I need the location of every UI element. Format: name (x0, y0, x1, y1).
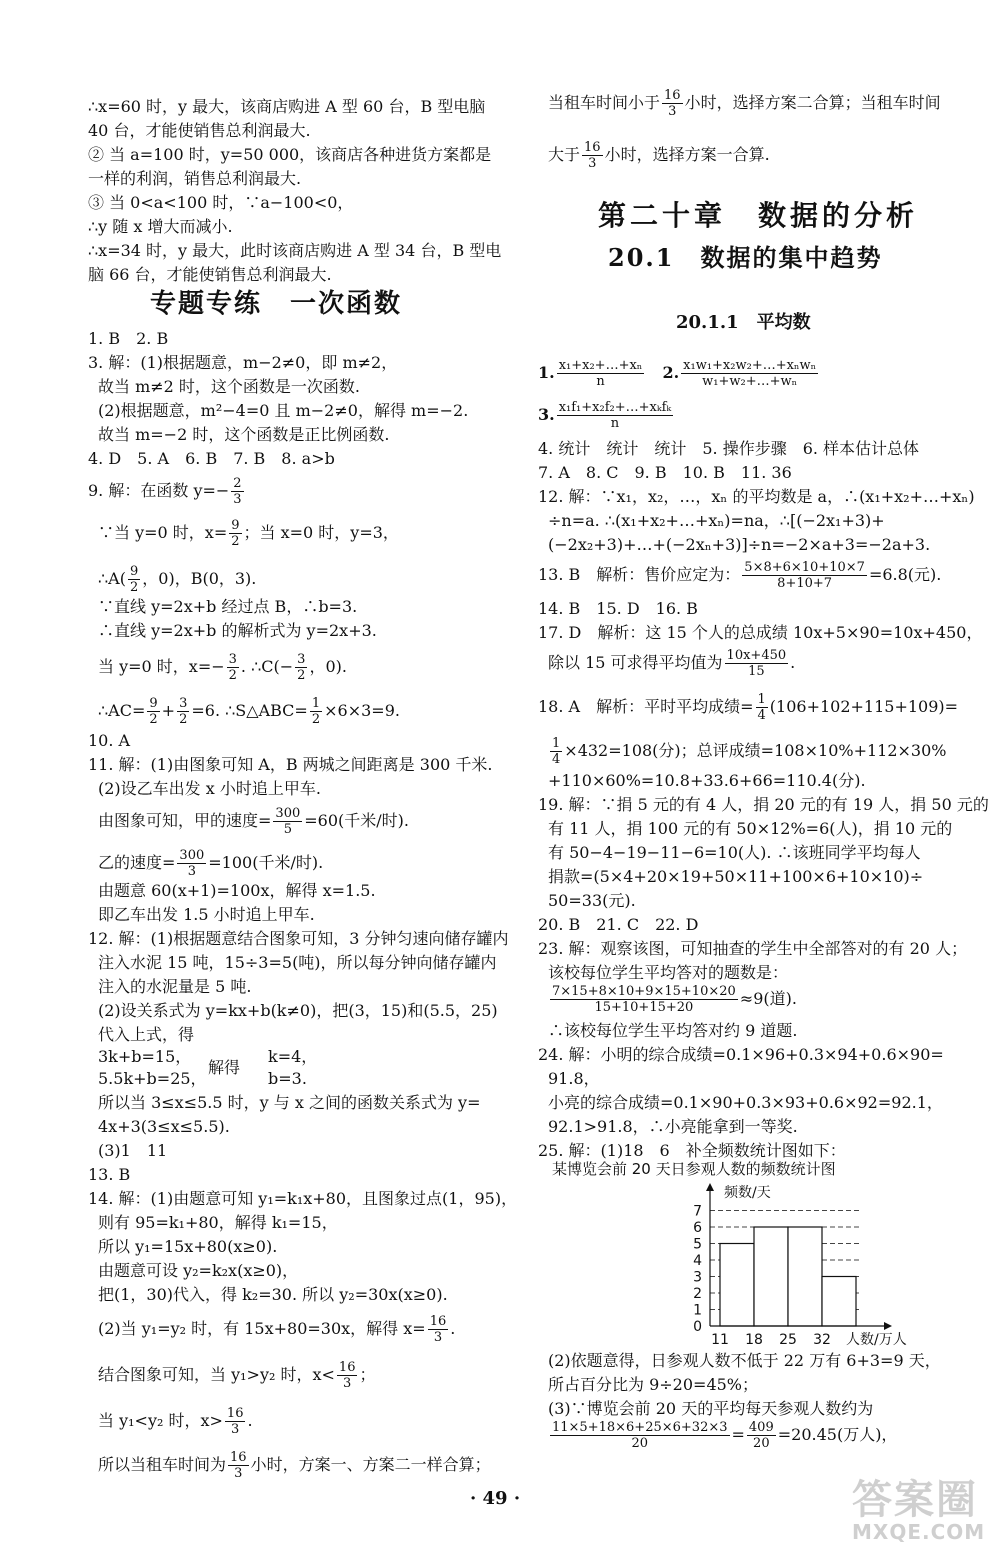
fraction: $\frac{16}{3}$ (338, 1360, 356, 1391)
page-number: · 49 · (470, 1488, 521, 1509)
text-line: 一样的利润，销售总利润最大. (88, 169, 302, 188)
text: =6.8(元). (868, 565, 942, 584)
answer-line: 则有 95=k₁+80，解得 k₁=15， (98, 1213, 338, 1232)
answer-line: 11. 解：(1)由图象可知 A，B 两城之间距离是 300 千米. (88, 755, 493, 774)
answer-line: 7. A 8. C 9. B 10. B 11. 36 (538, 463, 792, 482)
answer-line: 所占百分比为 9÷20=45%； (548, 1375, 759, 1394)
y-tick-label: 3 (693, 1269, 702, 1286)
answer-line: ∴直线 y=2x+b 的解析式为 y=2x+3. (98, 621, 377, 640)
answer-line: 捐款=(5×4+20×19+50×11+100×6+10×10)÷ (548, 867, 924, 886)
answer-line: 12. 解：∵x₁，x₂，…，xₙ 的平均数是 a，∴(x₁+x₂+…+xₙ) (538, 487, 975, 506)
text: 乙的速度= (98, 853, 176, 872)
answer-line (538, 692, 958, 723)
chart-title: 某博览会前 20 天日参观人数的频数统计图 (552, 1160, 836, 1178)
fraction: $\frac{3}{2}$ (297, 652, 306, 683)
answer-line (538, 736, 947, 767)
text-line: 40 台，才能使销售总利润最大. (88, 121, 311, 140)
fraction: $\frac{1}{4}$ (552, 736, 561, 767)
y-tick-label: 1 (693, 1302, 702, 1319)
text: 1. (538, 363, 555, 382)
text: . ∴C(− (240, 657, 294, 676)
watermark-text: 答案圈 (852, 1477, 978, 1523)
answer-line: 91.8， (548, 1069, 600, 1088)
fraction: $\frac{16}{3}$ (664, 88, 681, 119)
answer-line: ∴该校每位学生平均答对约 9 道题. (548, 1021, 798, 1040)
fraction: $\frac{1}{2}$ (311, 696, 321, 727)
text: 小时，选择方案二合算；当租车时间 (684, 93, 941, 112)
fraction: $\frac{\text{x₁w₁+x₂w₂+…+xₙwₙ}}{\text{w₁+w₂+…+wₙ}}$ (683, 358, 817, 389)
text-line: ∴x=60 时，y 最大，该商店购进 A 型 60 台，B 型电脑 (88, 97, 486, 116)
fraction: $\frac{1}{4}$ (757, 692, 766, 723)
answer-line: (2)设关系式为 y=kx+b(k≠0)，把(3，15)和(5.5，25) (98, 1001, 498, 1020)
fraction: $\frac{16}{3}$ (230, 1450, 247, 1481)
text: 大于 (548, 145, 581, 164)
x-axis-arrow (884, 1322, 892, 1330)
answer-line: +110×60%=10.8+33.6+66=110.4(分). (548, 771, 866, 790)
text-line: ② 当 a=100 时，y=50 000，该商店各种进货方案都是 (88, 145, 492, 164)
answer-line: 有 50−4−19−11−6=10(人). ∴该班同学平均每人 (548, 843, 921, 862)
y-tick-label: 6 (693, 1220, 702, 1236)
answer-line: 13. B (88, 1165, 131, 1184)
text: ； (359, 1365, 376, 1384)
answer-line (538, 984, 797, 1015)
y-tick-label: 7 (693, 1203, 702, 1220)
answer-line: (3)1 11 (98, 1141, 168, 1160)
y-axis-arrow (706, 1183, 714, 1191)
answer-line: 故当 m=−2 时，这个函数是正比例函数. (98, 425, 390, 444)
text: ×6×3=9. (324, 701, 400, 720)
fraction: $\frac{9}{2}$ (149, 696, 158, 727)
text-line: 脑 66 台，才能使销售总利润最大. (88, 265, 332, 284)
text: 当 y₁<y₂ 时，x> (98, 1411, 223, 1430)
answer-line: (2)根据题意，m²−4=0 且 m−2≠0，解得 m=−2. (98, 401, 469, 420)
fraction: $\frac{11\times 5+18\times 6+25\times 6+32\times 3}{20}$ (552, 1420, 728, 1451)
answer-line: 4x+3(3≤x≤5.5). (98, 1117, 230, 1136)
answer-line: 故当 m≠2 时，这个函数是一次函数. (98, 377, 361, 396)
text: 18. A 解析：平时平均成绩= (538, 697, 754, 716)
answer-line: 1. B 2. B (88, 329, 169, 348)
answer-line: 92.1>91.8，∴小亮能拿到一等奖. (548, 1117, 798, 1136)
answer-line (538, 560, 941, 591)
fraction: $\frac{\text{x₁f₁+x₂f₂+…+xₖfₖ}}{n}$ (558, 400, 672, 431)
x-tick-label: 18 (745, 1332, 763, 1348)
text: =20.45(万人)， (777, 1425, 898, 1444)
answer-line: 10. A (88, 731, 131, 750)
fraction: $\frac{9}{2}$ (231, 518, 240, 549)
answer-line: 把(1，30)代入，得 k₂=30. 所以 y₂=30x(x≥0). (98, 1285, 448, 1304)
q14-line: 当 y₁<y₂ 时，x> $\frac{16}{3}$ . (98, 1406, 253, 1437)
fraction: $\frac{10x+450}{15}$ (726, 648, 787, 679)
histogram-bar (822, 1277, 856, 1327)
fraction: $\frac{300}{5}$ (275, 806, 301, 837)
q9-line (88, 518, 399, 549)
answer-line: 注入的水泥量是 5 吨. (98, 977, 252, 996)
fraction: $\frac{2}{3}$ (233, 476, 242, 507)
text: ∴AC= (98, 701, 146, 720)
chapter-title: 第二十章 数据的分析 (598, 199, 919, 232)
fraction: $\frac{3}{2}$ (179, 696, 188, 727)
answer-line: 即乙车出发 1.5 小时追上甲车. (98, 905, 315, 924)
answer-line: ∵直线 y=2x+b 经过点 B，∴b=3. (98, 597, 358, 616)
equation-system: 3k+b=15， (98, 1047, 192, 1066)
answer-line: 有 11 人，捐 100 元的有 50×12%=6(人)，捐 10 元的 (548, 819, 953, 838)
answer-line: 50=33(元). (548, 891, 636, 910)
q9-line (88, 564, 256, 595)
q9-line (88, 652, 347, 683)
section-title: 20.1 数据的集中趋势 (608, 243, 883, 272)
fraction: $\frac{5\times 8+6\times 10+10\times 7}{8+10+7}$ (744, 560, 865, 591)
text: 13. B 解析：售价应定为： (538, 565, 741, 584)
histogram-bar (754, 1227, 788, 1326)
q14-line: (2)当 y₁=y₂ 时，有 15x+80=30x，解得 x= $\frac{16}{3}$ . (98, 1314, 456, 1345)
y-tick-label: 2 (693, 1286, 702, 1302)
fraction: $\frac{9}{2}$ (129, 564, 139, 595)
text: 9. 解：在函数 y=− (88, 481, 230, 500)
text-line: ∴x=34 时，y 最大，此时该商店购进 A 型 34 台，B 型电 (88, 241, 502, 260)
text: ×432=108(分)；总评成绩=108×10%+112×30% (564, 741, 947, 760)
answer-line: 14. 解：(1)由题意可知 y₁=k₁x+80，且图象过点(1，95)， (88, 1189, 518, 1208)
answer-line: 由题意可设 y₂=k₂x(x≥0)， (98, 1261, 299, 1280)
answer-line: 所以 y₁=15x+80(x≥0). (98, 1237, 278, 1256)
answer-line: 该校每位学生平均答对的题数是： (548, 963, 789, 982)
q14-continued (538, 140, 770, 171)
fraction: $\frac{16}{3}$ (584, 140, 601, 171)
fraction: $\frac{7\times 15+8\times 10+9\times 15+10\times 20}{15+10+15+20}$ (552, 984, 736, 1015)
answer-line: 12. 解：(1)根据题意结合图象可知，3 分钟匀速向储存罐内 (88, 929, 509, 948)
y-axis-label: 频数/天 (724, 1185, 771, 1202)
q9-line (88, 696, 400, 727)
section-title: 专题专练 一次函数 (150, 289, 403, 319)
histogram-bar (720, 1244, 754, 1327)
text: ；当 x=0 时，y=3， (243, 523, 399, 542)
watermark-logo (852, 1477, 986, 1544)
answer-line: 19. 解：∵捐 5 元的有 4 人，捐 20 元的有 19 人，捐 50 元的 (538, 795, 989, 814)
x-tick-label: 25 (779, 1332, 797, 1348)
answer-line: 14. B 15. D 16. B (538, 599, 698, 618)
q11-line (88, 806, 409, 837)
answer-line (538, 358, 820, 389)
answer-line: ÷n=a. ∴(x₁+x₂+…+xₙ)=na，∴[(−2x₁+3)+ (548, 511, 885, 530)
fraction: $\frac{300}{3}$ (179, 848, 205, 879)
solution-system: b=3. (268, 1069, 307, 1088)
fraction: $\frac{3}{2}$ (228, 652, 237, 683)
text: (2)当 y₁=y₂ 时，有 15x+80=30x，解得 x= (98, 1319, 426, 1338)
text: 结合图象可知，当 y₁>y₂ 时，x< (98, 1365, 335, 1384)
text: 小时，选择方案一合算. (604, 145, 770, 164)
text: 小时，方案一、方案二一样合算； (250, 1455, 491, 1474)
answer-line: 解得 (208, 1058, 241, 1077)
y-tick-label: 5 (693, 1236, 702, 1253)
q9-line (88, 476, 246, 507)
watermark-url: MXQE.COM (852, 1520, 986, 1544)
answer-line: (2)设乙车出发 x 小时追上甲车. (98, 779, 321, 798)
text: + (161, 701, 176, 720)
answer-line: 由题意 60(x+1)=100x，解得 x=1.5. (98, 881, 376, 900)
text: 当租车时间小于 (548, 93, 661, 112)
answer-line (538, 400, 675, 431)
answer-line: (2)依题意得，日参观人数不低于 22 万有 6+3=9 天， (548, 1351, 941, 1370)
answer-line: (3)∵博览会前 20 天的平均每天参观人数约为 (548, 1399, 874, 1418)
x-tick-label: 11 (711, 1332, 729, 1348)
text: ，0). (309, 657, 347, 676)
fraction: $\frac{\text{x₁+x₂+…+xₙ}}{n}$ (558, 358, 643, 389)
subsection-title: 20.1.1 平均数 (676, 312, 811, 333)
text: 所以当租车时间为 (98, 1455, 227, 1474)
answer-line: 4. 统计 统计 统计 5. 操作步骤 6. 样本估计总体 (538, 439, 920, 458)
answer-line: 除以 15 可求得平均值为 $\frac{10x+450}{15}$ . (548, 648, 796, 679)
text: 当 y=0 时，x=− (98, 657, 225, 676)
answer-line: 20. B 21. C 22. D (538, 915, 699, 934)
q14-line (88, 1450, 491, 1481)
q11-line (88, 848, 323, 879)
text: ≈9(道). (739, 989, 797, 1008)
fraction: $\frac{16}{3}$ (429, 1314, 447, 1345)
text-line: ③ 当 0<a<100 时，∵a−100<0， (88, 193, 354, 212)
answer-line: 代入上式，得 (98, 1025, 195, 1044)
answer-line: 所以当 3≤x≤5.5 时，y 与 x 之间的函数关系式为 y= (98, 1093, 481, 1112)
frequency-histogram (578, 1178, 907, 1348)
y-tick-label: 4 (693, 1253, 702, 1269)
text: =100(千米/时). (208, 853, 324, 872)
answer-line: 3. 解：(1)根据题意，m−2≠0，即 m≠2， (88, 353, 398, 372)
text: =60(千米/时). (304, 811, 409, 830)
equation-system: 5.5k+b=25， (98, 1069, 207, 1088)
answer-line: 23. 解：观察该图，可知抽查的学生中全部答对的有 20 人； (538, 939, 968, 958)
answer-line: 注入水泥 15 吨，15÷3=5(吨)，所以每分钟向储存罐内 (98, 953, 497, 972)
x-tick-label: 32 (813, 1332, 831, 1348)
answer-line: (−2x₂+3)+…+(−2xₙ+3)]÷n=−2×a+3=−2a+3. (548, 535, 931, 554)
x-axis-label: 人数/万人 (846, 1332, 907, 1348)
q14-continued (538, 88, 941, 119)
text: 3. (538, 405, 555, 424)
answer-line: 25. 解：(1)18 6 补全频数统计图如下： (538, 1141, 846, 1160)
solution-system: k=4， (268, 1047, 318, 1066)
answer-line: $\frac{11\times 5+18\times 6+25\times 6+32\times 3}{20}$ = $\frac{409}{20}$ =20.45(万人)， (552, 1420, 898, 1451)
text: ∵当 y=0 时，x= (98, 523, 228, 542)
answer-line: 小亮的综合成绩=0.1×90+0.3×93+0.6×92=92.1， (548, 1093, 943, 1112)
y-tick-label: 0 (693, 1319, 702, 1335)
text: 由图象可知，甲的速度= (98, 811, 272, 830)
histogram-bar (788, 1227, 822, 1326)
text: (106+102+115+109)= (769, 697, 959, 716)
text: 2. (662, 363, 680, 382)
text: ，0)，B(0，3). (142, 569, 257, 588)
text: 除以 15 可求得平均值为 (548, 653, 723, 672)
answer-line: 24. 解：小明的综合成绩=0.1×96+0.3×94+0.6×90= (538, 1045, 944, 1064)
text: =6. ∴S△ABC= (191, 701, 308, 720)
fraction: $\frac{16}{3}$ (226, 1406, 244, 1437)
answer-line: 4. D 5. A 6. B 7. B 8. a>b (88, 449, 335, 468)
text-line: ∴y 随 x 增大而减小. (88, 217, 233, 236)
answer-line: 17. D 解析：这 15 个人的总成绩 10x+5×90=10x+450， (538, 623, 983, 642)
q14-line (88, 1360, 375, 1391)
fraction: $\frac{409}{20}$ (748, 1420, 774, 1451)
text: ∴A( (98, 569, 126, 588)
